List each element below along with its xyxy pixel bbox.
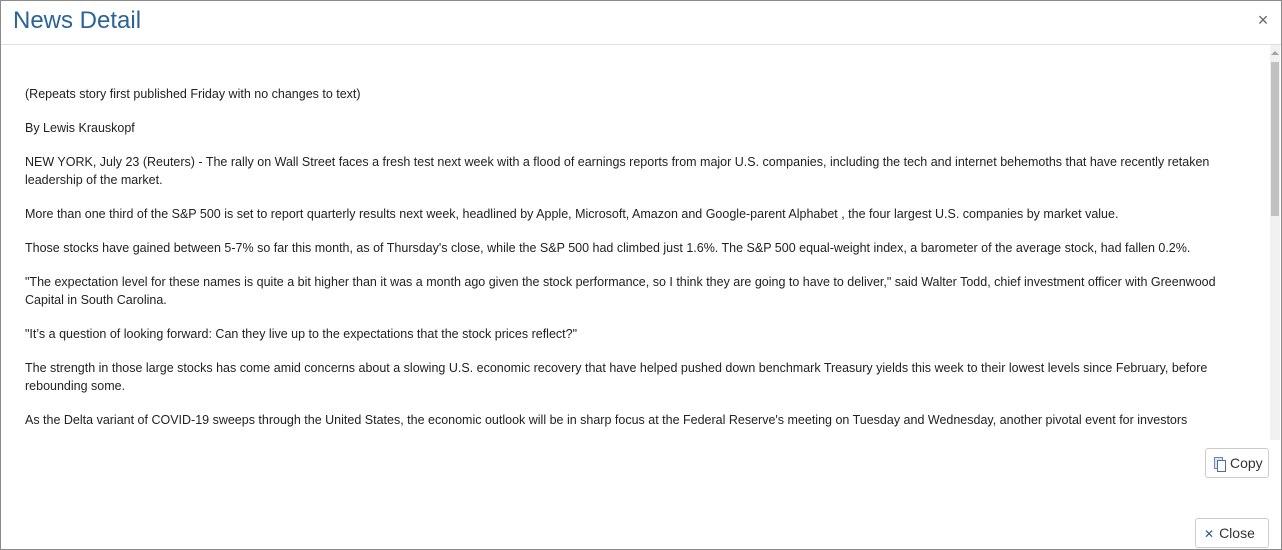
article-paragraph: NEW YORK, July 23 (Reuters) - The rally on Wall Street faces a fresh test next week with a flood of earnings reports from major U.S. companies, including the tech and internet behemoths that have recently retaken leadership of the market. (25, 155, 1210, 187)
article-paragraph: "The expectation level for these names is quite a bit higher than it was a month ago given the stock performance, so I think they are going to have to deliver," said Walter Todd, chief investment officer with Greenwood Capital in South Carolina. (25, 275, 1216, 307)
article-paragraph: (Repeats story first published Friday with no changes to text) (25, 87, 361, 101)
close-button-label: Close (1219, 525, 1255, 541)
article-paragraph: The strength in those large stocks has come amid concerns about a slowing U.S. economic recovery that have helped pushed down benchmark Treasury yields this week to their lowest levels since February, before rebounding some. (25, 361, 1208, 393)
article-paragraph: Those stocks have gained between 5-7% so far this month, as of Thursday's close, while the S&P 500 had climbed just 1.6%. The S&P 500 equal-weight index, a barometer of the average stock, had fallen 0.2%. (25, 241, 1191, 255)
scrollbar-thumb[interactable] (1271, 62, 1279, 216)
close-button[interactable] (1195, 518, 1269, 548)
vertical-scrollbar[interactable] (1270, 45, 1280, 440)
article-byline: By Lewis Krauskopf (25, 121, 135, 135)
article-body[interactable] (1, 45, 1271, 440)
article-paragraph: More than one third of the S&P 500 is set to report quarterly results next week, headlined by Apple, Microsoft, Amazon and Google-parent Alphabet , the four largest U.S. companies by market value. (25, 207, 1119, 221)
copy-icon (1214, 457, 1225, 470)
close-icon: ✕ (1204, 527, 1215, 541)
article-content (25, 85, 1245, 440)
scroll-up-arrow-icon[interactable] (1271, 51, 1279, 55)
article-paragraph: As the Delta variant of COVID-19 sweeps through the United States, the economic outlook will be in sharp focus at the Federal Reserve's meeting on Tuesday and Wednesday, another pivotal event for investors (25, 413, 1188, 427)
close-x-icon[interactable]: × (1257, 10, 1269, 30)
copy-button[interactable] (1205, 448, 1269, 478)
dialog-title: News Detail (13, 7, 142, 34)
article-paragraph: "It’s a question of looking forward: Can they live up to the expectations that the stock prices reflect?" (25, 327, 578, 341)
copy-button-label: Copy (1230, 455, 1263, 471)
dialog-header (1, 1, 1281, 45)
